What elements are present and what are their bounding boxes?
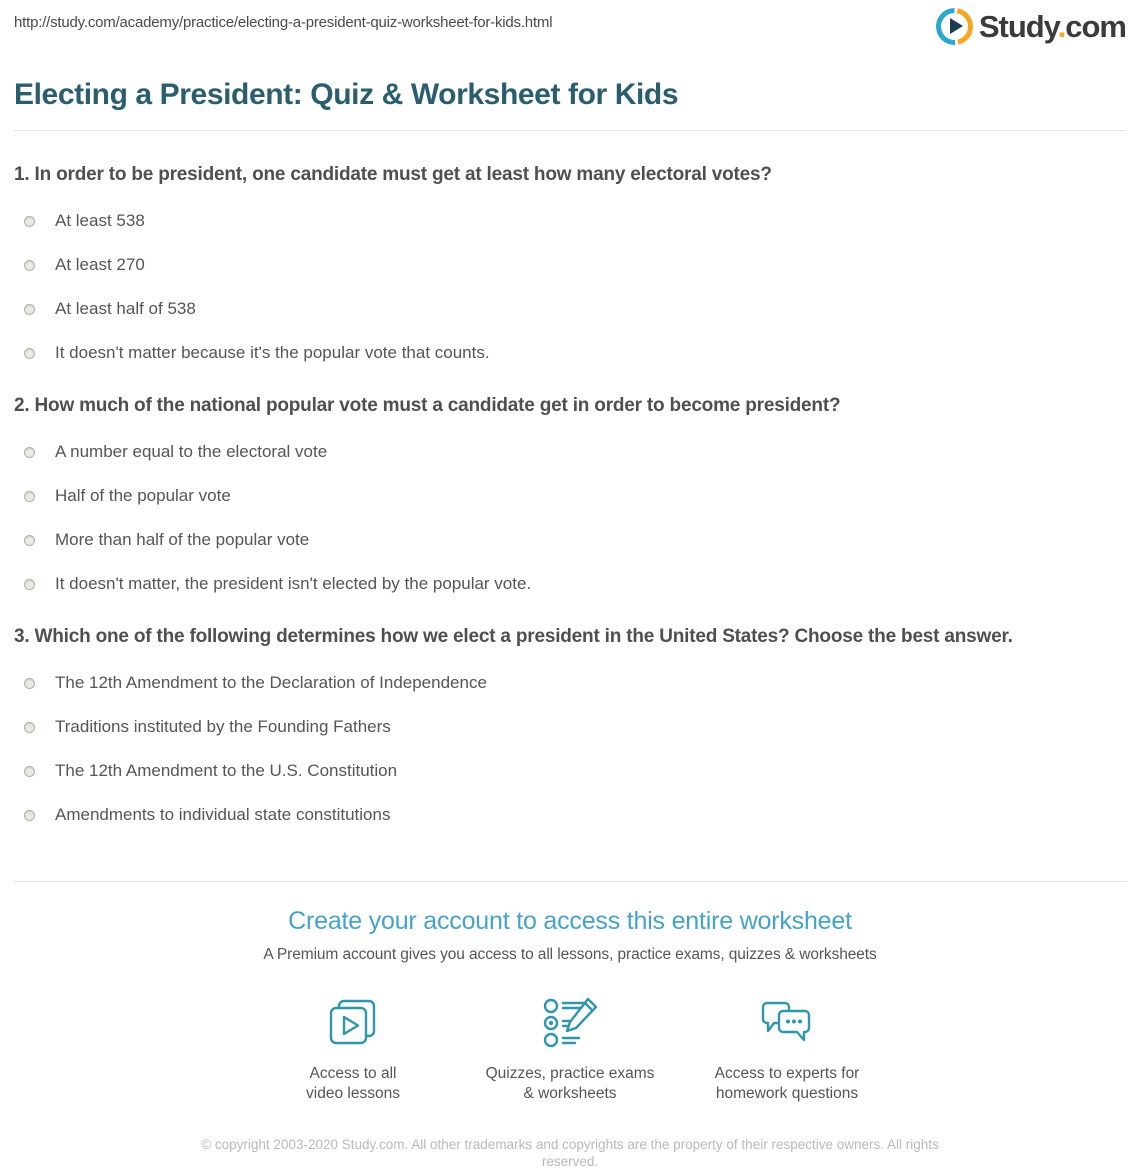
video-lessons-icon	[245, 996, 462, 1056]
study-logo[interactable]	[936, 8, 1126, 45]
option-row[interactable]	[14, 674, 1126, 692]
feature-label: Quizzes, practice exams & worksheets	[485, 1065, 655, 1102]
cta-subheading: A Premium account gives you access to all lessons, practice exams, quizzes & worksheets	[263, 946, 877, 963]
question-text: 1. In order to be president, one candidate must get at least how many electoral votes?	[14, 164, 772, 185]
cta-section	[14, 907, 1126, 964]
radio-button[interactable]	[24, 766, 35, 777]
option-label[interactable]: Half of the popular vote	[55, 486, 231, 505]
feature-label: Access to all video lessons	[306, 1065, 400, 1102]
radio-button[interactable]	[24, 579, 35, 590]
radio-button[interactable]	[24, 722, 35, 733]
option-row[interactable]	[14, 718, 1126, 736]
option-row[interactable]	[14, 300, 1126, 318]
features-row	[14, 996, 1126, 1104]
question-text: 3. Which one of the following determines how we elect a president in the United States? Choose the best answer.	[14, 626, 1013, 647]
cta-divider	[14, 881, 1126, 882]
option-label[interactable]: The 12th Amendment to the U.S. Constitution	[55, 761, 398, 780]
option-label[interactable]: It doesn't matter because it's the popular vote that counts.	[55, 343, 490, 362]
options-list	[14, 443, 1126, 593]
options-list	[14, 674, 1126, 824]
option-row[interactable]	[14, 344, 1126, 362]
option-label[interactable]: Traditions instituted by the Founding Fathers	[55, 717, 391, 736]
quizzes-worksheets-icon	[462, 996, 679, 1056]
page-title: Electing a President: Quiz & Worksheet for Kids	[14, 78, 679, 111]
option-row[interactable]	[14, 575, 1126, 593]
feature-quizzes-worksheets	[462, 996, 679, 1104]
option-label[interactable]: It doesn't matter, the president isn't elected by the popular vote.	[55, 574, 532, 593]
option-label[interactable]: At least half of 538	[55, 299, 196, 318]
radio-button[interactable]	[24, 348, 35, 359]
option-label[interactable]: More than half of the popular vote	[55, 530, 310, 549]
radio-button[interactable]	[24, 216, 35, 227]
experts-chat-icon	[679, 996, 896, 1056]
option-row[interactable]	[14, 256, 1126, 274]
radio-button[interactable]	[24, 304, 35, 315]
quiz-questions	[14, 164, 1126, 863]
option-label[interactable]: At least 270	[55, 255, 145, 274]
question-3	[14, 626, 1126, 824]
page-url: http://study.com/academy/practice/electing-a-president-quiz-worksheet-for-kids.html	[14, 14, 553, 31]
option-row[interactable]	[14, 443, 1126, 461]
question-2	[14, 395, 1126, 593]
option-label[interactable]: Amendments to individual state constitutions	[55, 805, 391, 824]
copyright-notice: © copyright 2003-2020 Study.com. All other trademarks and copyrights are the property of their respective owners. All rights reserved.	[201, 1137, 939, 1169]
option-row[interactable]	[14, 212, 1126, 230]
question-text: 2. How much of the national popular vote must a candidate get in order to become president?	[14, 395, 841, 416]
title-divider	[14, 130, 1126, 131]
study-play-icon	[936, 8, 973, 45]
option-row[interactable]	[14, 762, 1126, 780]
feature-video-lessons	[245, 996, 462, 1104]
feature-label: Access to experts for homework questions	[714, 1065, 860, 1102]
radio-button[interactable]	[24, 260, 35, 271]
study-logo-text: Study.com	[978, 8, 1126, 44]
option-label[interactable]: A number equal to the electoral vote	[55, 442, 328, 461]
feature-experts-chat	[679, 996, 896, 1104]
radio-button[interactable]	[24, 491, 35, 502]
radio-button[interactable]	[24, 678, 35, 689]
option-row[interactable]	[14, 487, 1126, 505]
options-list	[14, 212, 1126, 362]
option-row[interactable]	[14, 806, 1126, 824]
radio-button[interactable]	[24, 810, 35, 821]
option-row[interactable]	[14, 531, 1126, 549]
option-label[interactable]: At least 538	[55, 211, 145, 230]
option-label[interactable]: The 12th Amendment to the Declaration of Independence	[55, 673, 487, 692]
radio-button[interactable]	[24, 447, 35, 458]
question-1	[14, 164, 1126, 362]
cta-heading: Create your account to access this entire worksheet	[288, 907, 852, 935]
top-bar	[14, 0, 1126, 54]
radio-button[interactable]	[24, 535, 35, 546]
